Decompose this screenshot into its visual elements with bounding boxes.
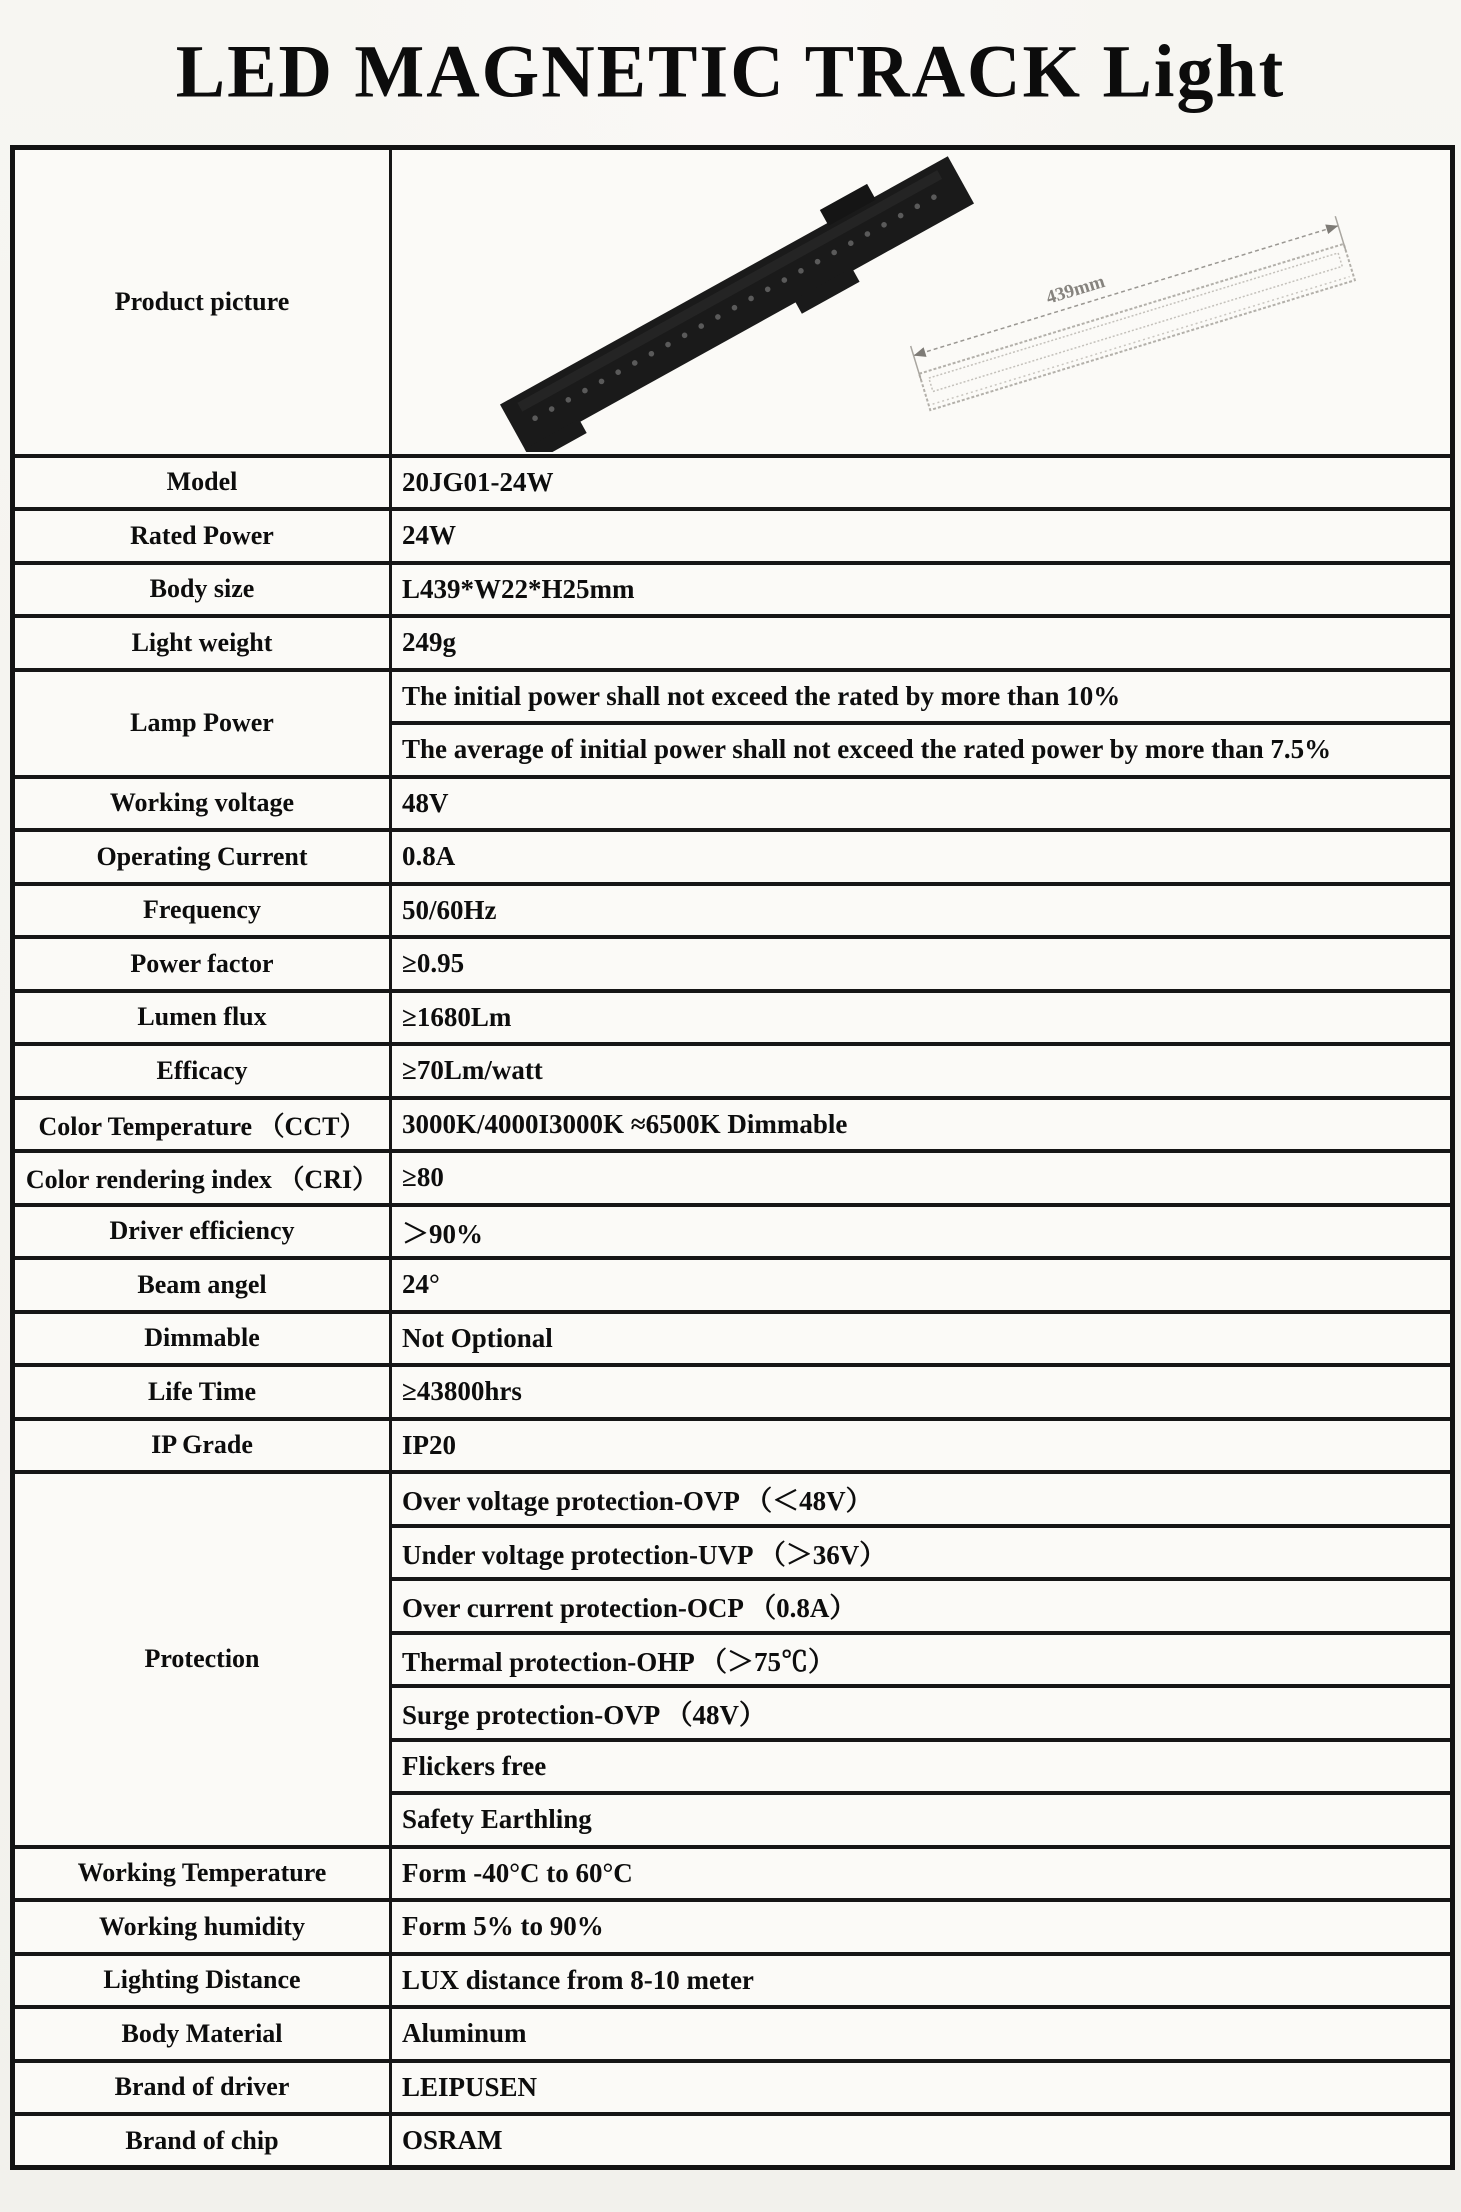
spec-label: Power factor bbox=[13, 937, 391, 991]
spec-value: LEIPUSEN bbox=[391, 2061, 1453, 2115]
table-row bbox=[13, 777, 1453, 831]
spec-label: Rated Power bbox=[13, 509, 391, 563]
spec-value: IP20 bbox=[391, 1419, 1453, 1473]
spec-label: Light weight bbox=[13, 616, 391, 670]
spec-value: 50/60Hz bbox=[391, 884, 1453, 938]
table-row bbox=[13, 937, 1453, 991]
table-row bbox=[13, 456, 1453, 510]
spec-value: Form 5% to 90% bbox=[391, 1900, 1453, 1954]
spec-value: Surge protection-OVP （48V） bbox=[391, 1686, 1453, 1740]
spec-label: Body Material bbox=[13, 2007, 391, 2061]
table-row bbox=[13, 1205, 1453, 1259]
spec-value: ≥80 bbox=[391, 1151, 1453, 1205]
spec-value: ≥1680Lm bbox=[391, 991, 1453, 1045]
spec-label: Body size bbox=[13, 563, 391, 617]
spec-label: Working Temperature bbox=[13, 1847, 391, 1901]
spec-label: Beam angel bbox=[13, 1258, 391, 1312]
table-row bbox=[13, 991, 1453, 1045]
spec-value: Aluminum bbox=[391, 2007, 1453, 2061]
table-row bbox=[13, 884, 1453, 938]
spec-value: Flickers free bbox=[391, 1740, 1453, 1794]
spec-value: L439*W22*H25mm bbox=[391, 563, 1453, 617]
table-row bbox=[13, 1258, 1453, 1312]
spec-label: Brand of driver bbox=[13, 2061, 391, 2115]
table-row bbox=[13, 2061, 1453, 2115]
spec-value: OSRAM bbox=[391, 2114, 1453, 2168]
dimension-drawing-image bbox=[906, 201, 1355, 410]
spec-value: Form -40°C to 60°C bbox=[391, 1847, 1453, 1901]
spec-label: Color Temperature （CCT） bbox=[13, 1098, 391, 1152]
product-picture bbox=[391, 148, 1453, 456]
table-row bbox=[13, 1419, 1453, 1473]
spec-value: 24° bbox=[391, 1258, 1453, 1312]
table-row bbox=[13, 1900, 1453, 1954]
spec-label: Lumen flux bbox=[13, 991, 391, 1045]
spec-label: Driver efficiency bbox=[13, 1205, 391, 1259]
spec-label: Frequency bbox=[13, 884, 391, 938]
spec-value: Over current protection-OCP （0.8A） bbox=[391, 1579, 1453, 1633]
spec-value: LUX distance from 8-10 meter bbox=[391, 1954, 1453, 2008]
table-row bbox=[13, 148, 1453, 456]
spec-label: Operating Current bbox=[13, 830, 391, 884]
spec-value: Over voltage protection-OVP （＜48V） bbox=[391, 1472, 1453, 1526]
spec-value: 0.8A bbox=[391, 830, 1453, 884]
spec-value: ≥0.95 bbox=[391, 937, 1453, 991]
page-title: LED MAGNETIC TRACK Light bbox=[175, 30, 1286, 114]
table-row bbox=[13, 509, 1453, 563]
spec-label: Lighting Distance bbox=[13, 1954, 391, 2008]
spec-label: Working voltage bbox=[13, 777, 391, 831]
spec-label: Working humidity bbox=[13, 1900, 391, 1954]
spec-label: Efficacy bbox=[13, 1044, 391, 1098]
spec-label: IP Grade bbox=[13, 1419, 391, 1473]
spec-value: Thermal protection-OHP （＞75℃） bbox=[391, 1633, 1453, 1687]
table-row bbox=[13, 1847, 1453, 1901]
spec-label: Life Time bbox=[13, 1365, 391, 1419]
spec-value: Under voltage protection-UVP （＞36V） bbox=[391, 1526, 1453, 1580]
spec-value: 24W bbox=[391, 509, 1453, 563]
spec-label: Protection bbox=[13, 1472, 391, 1847]
track-light-bar-image bbox=[493, 152, 981, 452]
table-row bbox=[13, 1312, 1453, 1366]
table-row bbox=[13, 1044, 1453, 1098]
spec-value: 20JG01-24W bbox=[391, 456, 1453, 510]
spec-value: 48V bbox=[391, 777, 1453, 831]
table-row bbox=[13, 563, 1453, 617]
product-picture-image bbox=[392, 152, 1445, 452]
spec-value: ≥43800hrs bbox=[391, 1365, 1453, 1419]
spec-value: Not Optional bbox=[391, 1312, 1453, 1366]
table-row bbox=[13, 2114, 1453, 2168]
table-row bbox=[13, 2007, 1453, 2061]
spec-value: 3000K/4000I3000K ≈6500K Dimmable bbox=[391, 1098, 1453, 1152]
product-picture-label: Product picture bbox=[13, 148, 391, 456]
spec-value: The average of initial power shall not exceed the rated power by more than 7.5% bbox=[391, 723, 1453, 777]
spec-table bbox=[10, 145, 1455, 2170]
spec-value: ＞90% bbox=[391, 1205, 1453, 1259]
spec-label: Brand of chip bbox=[13, 2114, 391, 2168]
spec-label: Lamp Power bbox=[13, 670, 391, 777]
table-row bbox=[13, 1365, 1453, 1419]
spec-label: Dimmable bbox=[13, 1312, 391, 1366]
table-row bbox=[13, 1098, 1453, 1152]
table-row bbox=[13, 1472, 1453, 1526]
spec-value: Safety Earthling bbox=[391, 1793, 1453, 1847]
dimension-label: 439mm bbox=[1043, 270, 1108, 309]
table-row bbox=[13, 1954, 1453, 2008]
table-row bbox=[13, 616, 1453, 670]
spec-label: Color rendering index （CRI） bbox=[13, 1151, 391, 1205]
spec-label: Model bbox=[13, 456, 391, 510]
table-row bbox=[13, 830, 1453, 884]
spec-value: 249g bbox=[391, 616, 1453, 670]
spec-value: ≥70Lm/watt bbox=[391, 1044, 1453, 1098]
spec-value: The initial power shall not exceed the rated by more than 10% bbox=[391, 670, 1453, 724]
table-row bbox=[13, 670, 1453, 724]
table-row bbox=[13, 1151, 1453, 1205]
